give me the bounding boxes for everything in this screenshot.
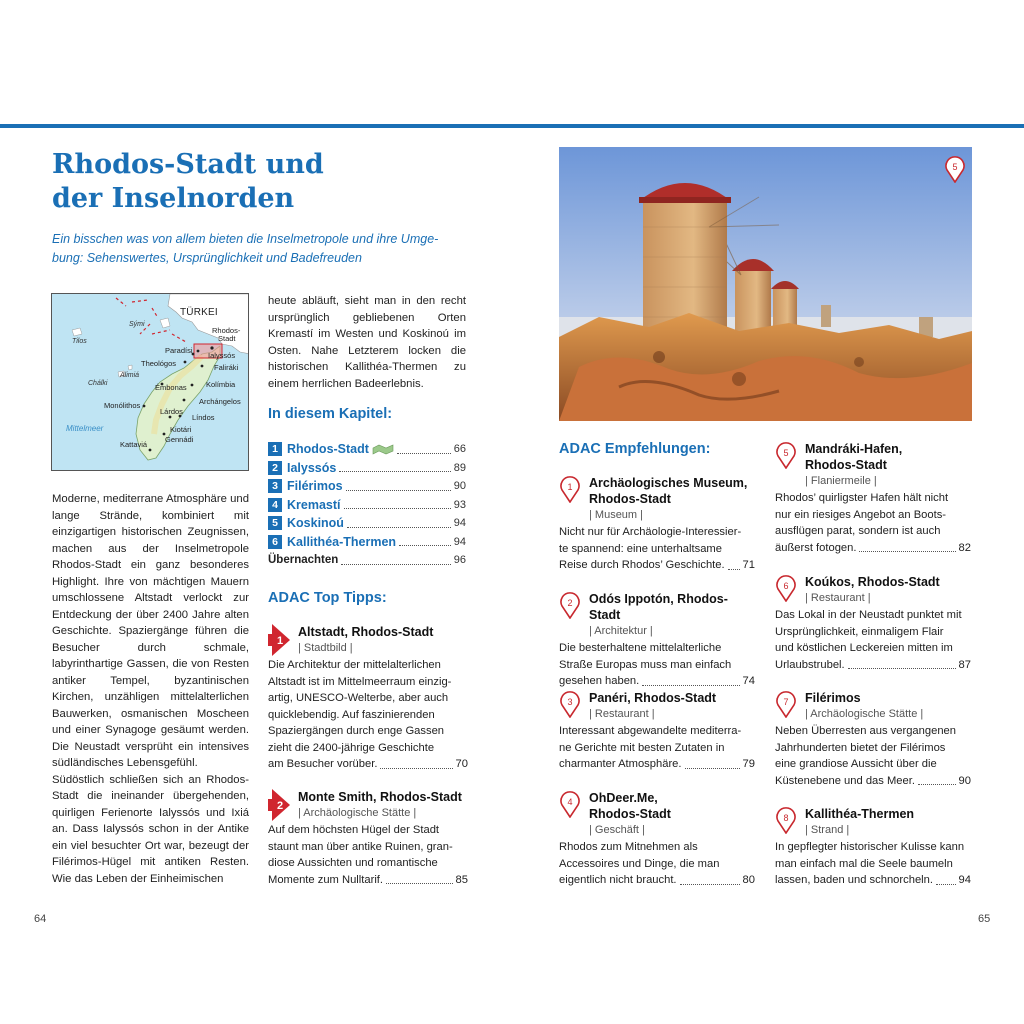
rec-line: lassen, baden und schnorcheln.: [775, 874, 933, 886]
map-label-rhodos: Rhodos-: [212, 326, 241, 335]
rec-leader: [680, 876, 740, 885]
map-label-tilos: Tilos: [72, 338, 87, 345]
rec-line: Urlaubstrubel.: [775, 658, 845, 671]
rec-line: ausflügen parat, sondern ist auch: [775, 525, 941, 537]
rec-line: eigentlich nicht braucht.: [559, 874, 677, 886]
intro-line-2: bung: Sehenswertes, Ursprünglichkeit und Badefreuden: [52, 251, 362, 265]
rec-leader: [728, 561, 740, 570]
recommendation-3: [559, 690, 755, 773]
map-label-embonas: Émbonas: [155, 383, 187, 392]
rec-line: äußerst fotogen.: [775, 541, 857, 554]
toc-page: 94: [453, 535, 466, 548]
rec-line: te spannend: eine unterhaltsame: [559, 542, 722, 555]
map-label-symi: Sými: [129, 321, 145, 328]
map-label-sea: Mittelmeer: [66, 424, 104, 433]
rec-text: [559, 640, 755, 690]
map-fold-icon: [372, 444, 394, 455]
toc-item-filerimos[interactable]: [268, 477, 466, 496]
toc-item-koskinou[interactable]: [268, 514, 466, 533]
rec-line: Küstenebene und das Meer.: [775, 774, 915, 787]
tipp-line: artig, UNESCO-Welterbe, aber auch: [268, 692, 449, 704]
toc-page: 93: [453, 498, 466, 511]
toc-name: Kallithéa-Thermen: [287, 534, 397, 549]
toc-leader: [347, 519, 451, 528]
rec-line: Die besterhaltene mittelalterliche: [559, 642, 722, 654]
rec-last-line: [775, 657, 971, 674]
rec-leader: [848, 660, 956, 669]
top-accent-bar: [0, 124, 1024, 128]
rec-title-line: Mandráki-Hafen,: [805, 442, 903, 456]
tipp-line: zieht die 2400-jährige Geschichte: [268, 741, 435, 754]
map-label-faliraki: Faliráki: [214, 363, 239, 372]
tipp-page[interactable]: 85: [455, 873, 468, 886]
rec-last-line: [775, 540, 971, 557]
tipp-line: Auf dem höchsten Hügel der Stadt: [268, 824, 440, 836]
toc-number: 2: [268, 461, 282, 475]
recommendation-1: [559, 475, 755, 574]
pin-marker-icon: [559, 591, 581, 619]
tipp-title: Monte Smith, Rhodos-Stadt: [298, 790, 462, 804]
rec-title-line: Odós Ippotón, Rhodos-Stadt: [589, 592, 728, 622]
rec-title: [805, 574, 971, 590]
svg-text:2: 2: [277, 800, 284, 812]
rec-line: ne Gerichte mit besten Zutaten in: [559, 741, 725, 754]
pin-marker-icon: [775, 574, 797, 602]
map-label-lindos: Líndos: [192, 413, 215, 422]
tipp-line: diose Aussichten und romantische: [268, 857, 438, 869]
tipp-category: | Archäologische Stätte |: [298, 807, 417, 819]
rec-title-line: Panéri, Rhodos-Stadt: [589, 691, 717, 705]
map-label-kolimbia: Kolímbia: [206, 380, 236, 389]
rec-title-line: Rhodos-Stadt: [589, 807, 671, 821]
rec-line: charmanter Atmosphäre.: [559, 758, 682, 770]
title-line-1: Rhodos-Stadt und: [52, 149, 324, 180]
rec-page[interactable]: 87: [958, 658, 971, 671]
map-label-gennadi: Gennádi: [165, 435, 194, 444]
toc-name: Rhodos-Stadt: [287, 442, 369, 457]
toc-page: 94: [453, 517, 466, 530]
toc-leader: [399, 537, 451, 546]
svg-text:8: 8: [783, 813, 789, 823]
tipp-line: Altstadt ist im Mittelmeerraum einzig-: [268, 675, 452, 688]
island-map: [51, 293, 249, 471]
toc-number: 6: [268, 535, 282, 549]
toc-page: 96: [453, 554, 466, 567]
map-label-monolithos: Monólithos: [104, 401, 141, 410]
toc-number: 5: [268, 516, 282, 530]
rec-text: [775, 607, 971, 673]
rec-title-line: Rhodos-Stadt: [589, 492, 671, 506]
rec-category: | Architektur |: [589, 625, 653, 637]
body-text-column-1: [52, 491, 249, 887]
map-label-chalki: Chálki: [88, 380, 108, 387]
toc-name: Kremastí: [287, 497, 341, 512]
rec-line: Das Lokal in der Neustadt punktet mit: [775, 609, 962, 621]
rec-line: Neben Überresten aus vergangenen: [775, 725, 956, 737]
rec-title-line: Kallithéa-Thermen: [805, 807, 915, 821]
rec-text: [559, 723, 755, 773]
tipp-line: Momente zum Nulltarif.: [268, 873, 384, 886]
body-text-column-2: heute abläuft, sieht man in den recht ursprünglich gebliebenen Orten Kremastí im Westen und Koskinoú im Osten. Nahe Letzterem locken die historischen Kallithéa-Thermen zu einem herrlichen Badeerlebnis.: [268, 295, 466, 390]
svg-text:6: 6: [783, 581, 789, 591]
rec-page[interactable]: 80: [742, 874, 755, 886]
intro-line-1: Ein bisschen was von allem bieten die Inselmetropole und ihre Umge-: [52, 232, 439, 246]
toc-item-rhodos-stadt[interactable]: [268, 440, 466, 459]
map-label-turkey: TÜRKEI: [180, 307, 218, 318]
body-paragraph-1: Moderne, mediterrane Atmosphäre und lange Strände, kombiniert mit einzigartigen historischen Zeugnissen, machen aus der Inselmetropole Rhodos-Stadt ein ganz besonderes Highlight. Ihre von mächtigen Mauern umschlossene Altstadt verlockt zur Entdeckung der über 2400 Jahre alten Geschichte. Spaziergänge führen die Besucher durch schmale, labyrinthartige Gassen, die von Resten antiker Tempel, byzantinischen Kirchen, unzähligen mittelalterlichen Bauwerken, osmanischen Moscheen und einer Synagoge gesäumt werden. Die Neustadt versprüht ein intensives südländisches Lebensgefühl.: [52, 493, 249, 769]
rec-title-line: OhDeer.Me,: [589, 791, 658, 805]
recommendation-7: [775, 690, 971, 789]
toc-leader: [344, 500, 451, 509]
map-label-lardos: Lárdos: [160, 407, 183, 416]
svg-text:4: 4: [567, 797, 573, 807]
rec-page[interactable]: 94: [958, 874, 971, 886]
rec-line: und köstlichen Leckereien mitten im: [775, 642, 953, 654]
toc-item-uebernachten[interactable]: [268, 551, 466, 570]
page-number-left: 64: [34, 913, 47, 925]
toc-leader: [397, 445, 451, 454]
tipp-line: staunt man über antike Ruinen, gran-: [268, 840, 453, 853]
photo-pin-marker-icon: [944, 155, 966, 183]
svg-text:2: 2: [567, 598, 573, 608]
rec-title-line: Rhodos-Stadt: [805, 458, 887, 472]
rec-line: In gepflegter historischer Kulisse kann: [775, 841, 965, 853]
rec-title-line: Filérimos: [805, 691, 861, 705]
page-number-right: 65: [978, 913, 991, 925]
toc-number: 1: [268, 442, 282, 456]
rec-last-line: [559, 756, 755, 773]
rec-title: [805, 441, 971, 473]
rec-title: [589, 690, 755, 706]
toc-leader: [341, 556, 450, 565]
map-label-theologos: Theológos: [141, 359, 177, 368]
tipp-title: Altstadt, Rhodos-Stadt: [298, 625, 434, 639]
rec-leader: [642, 677, 739, 686]
rec-last-line: [559, 557, 755, 574]
map-label-kiotari: Kiotári: [170, 425, 192, 434]
rec-title: [805, 806, 971, 822]
tipp-line: quicklebendig. Auf faszinierenden: [268, 708, 435, 721]
rec-title: [589, 475, 755, 507]
tipp-arrow-marker-icon: [268, 624, 290, 656]
rec-title: [589, 790, 755, 822]
toc-name: Übernachten: [268, 554, 339, 567]
recommendation-6: [775, 574, 971, 673]
rec-category: | Flaniermeile |: [805, 475, 877, 487]
rec-line: Rhodos zum Mitnehmen als: [559, 841, 698, 853]
title-line-2: der Inselnorden: [52, 183, 295, 214]
rec-page[interactable]: 71: [742, 559, 755, 571]
pin-marker-icon: [559, 475, 581, 503]
rec-last-line: [559, 872, 755, 889]
pin-marker-icon: [559, 790, 581, 818]
tipp-category: | Stadtbild |: [298, 642, 353, 654]
rec-line: eine grandiose Aussicht über die: [775, 758, 937, 770]
tipp-arrow-marker-icon: [268, 789, 290, 821]
rec-page[interactable]: 79: [742, 758, 755, 770]
rec-line: Straße Europas muss man einfach: [559, 658, 732, 671]
chapter-intro: [52, 230, 472, 268]
recommendation-4: [559, 790, 755, 889]
top-tipp-1: [268, 624, 468, 773]
rec-line: man einfach mal die Seele baumeln: [775, 857, 953, 870]
toc-page: 66: [453, 443, 466, 456]
toc-name: Ialyssós: [287, 460, 337, 475]
top-tipp-2: [268, 789, 468, 888]
rec-text: [775, 839, 971, 889]
rec-line: Nicht nur für Archäologie-Interessier-: [559, 526, 742, 538]
pin-marker-icon: [559, 690, 581, 718]
rec-line: Rhodos’ quirligster Hafen hält nicht: [775, 492, 949, 504]
toc-number: 3: [268, 479, 282, 493]
tipp-leader: [380, 760, 452, 769]
recommendations-heading: ADAC Empfehlungen:: [559, 441, 711, 457]
tipp-last-line: [268, 756, 468, 773]
toc-item-ialyssos[interactable]: [268, 459, 466, 478]
recommendation-2: [559, 591, 755, 690]
svg-text:7: 7: [783, 697, 789, 707]
toc-page: 90: [453, 480, 466, 493]
rec-line: nur ein riesiges Angebot an Boots-: [775, 508, 947, 521]
pin-marker-icon: [775, 690, 797, 718]
svg-text:5: 5: [952, 162, 958, 172]
rec-text: [559, 524, 755, 574]
tipp-line: Spaziergängen durch enge Gassen: [268, 725, 445, 737]
rec-line: Interessant abgewandelte mediterra-: [559, 725, 742, 737]
toc-item-kremasti[interactable]: [268, 496, 466, 515]
rec-leader: [918, 776, 956, 785]
rec-text: [775, 490, 971, 556]
rec-category: | Archäologische Stätte |: [805, 708, 924, 720]
rec-line: Accessoires und Dinge, die man: [559, 857, 720, 870]
tipp-leader: [386, 875, 453, 884]
rec-line: gesehen haben.: [559, 675, 640, 687]
rec-page[interactable]: 74: [742, 675, 755, 687]
recommendation-8: [775, 806, 971, 889]
toc-leader: [339, 463, 450, 472]
tipp-page[interactable]: 70: [455, 758, 468, 770]
chapter-contents-list: [268, 440, 466, 570]
rec-page[interactable]: 82: [958, 541, 971, 554]
windmills-photo: [559, 147, 972, 421]
map-label-kattavia: Kattaviá: [120, 440, 148, 449]
body-paragraph-2: Südöstlich schließen sich an Rhodos-Stadt die ineinander übergehenden, quirligen Ferienorte Ialyssós und Ixiá an. Dass Ialyssós schon in der Antike ein viel besuchter Ort war, bezeugt der Filérimos-Hügel mit antiken Resten. Wie das Leben der Einheimischen: [52, 773, 249, 885]
map-label-stadt: Stadt: [218, 334, 236, 343]
tipp-text: [268, 657, 468, 773]
rec-leader: [859, 543, 955, 552]
recommendation-5: [775, 441, 971, 556]
toc-name: Filérimos: [287, 479, 343, 494]
rec-category: | Geschäft |: [589, 824, 645, 836]
rec-leader: [936, 876, 956, 885]
svg-text:1: 1: [277, 635, 284, 647]
rec-leader: [685, 760, 740, 769]
rec-line: Jahrhunderten bietet der Filérimos: [775, 741, 946, 754]
toc-item-kallithea[interactable]: [268, 533, 466, 552]
toc-page: 89: [453, 461, 466, 474]
map-label-paradisi: Paradísi: [165, 346, 193, 355]
svg-text:5: 5: [783, 448, 789, 458]
svg-text:1: 1: [567, 482, 573, 492]
svg-text:3: 3: [567, 697, 573, 707]
rec-title: [805, 690, 971, 706]
rec-last-line: [775, 872, 971, 889]
rec-line: Reise durch Rhodos’ Geschichte.: [559, 559, 725, 571]
rec-category: | Restaurant |: [589, 708, 655, 720]
rec-title-line: Archäologisches Museum,: [589, 476, 748, 490]
rec-text: [559, 839, 755, 889]
map-label-archangelos: Archángelos: [199, 397, 241, 406]
rec-page[interactable]: 90: [958, 774, 971, 787]
rec-title-line: Koúkos, Rhodos-Stadt: [805, 575, 940, 589]
toc-leader: [346, 482, 451, 491]
top-tipps-heading: ADAC Top Tipps:: [268, 590, 387, 606]
tipp-text: [268, 822, 468, 888]
map-label-alimia: Alimiá: [120, 372, 140, 379]
pin-marker-icon: [775, 441, 797, 469]
rec-text: [775, 723, 971, 789]
rec-line: Ursprünglichkeit, einmaligem Flair: [775, 625, 944, 638]
chapter-contents-heading: In diesem Kapitel:: [268, 406, 393, 422]
rec-last-line: [559, 673, 755, 690]
tipp-line: Die Architektur der mittelalterlichen: [268, 659, 441, 671]
map-label-ialyssos: Ialyssós: [208, 351, 236, 360]
toc-number: 4: [268, 498, 282, 512]
rec-category: | Restaurant |: [805, 592, 871, 604]
rec-last-line: [775, 773, 971, 790]
rec-category: | Strand |: [805, 824, 850, 836]
toc-name: Koskinoú: [287, 516, 344, 531]
pin-marker-icon: [775, 806, 797, 834]
tipp-line: am Besucher vorüber.: [268, 758, 378, 770]
tipp-last-line: [268, 872, 468, 889]
windmills-illustration: [559, 147, 972, 421]
rec-title: [589, 591, 755, 623]
rec-category: | Museum |: [589, 509, 644, 521]
chapter-title: [52, 148, 352, 216]
